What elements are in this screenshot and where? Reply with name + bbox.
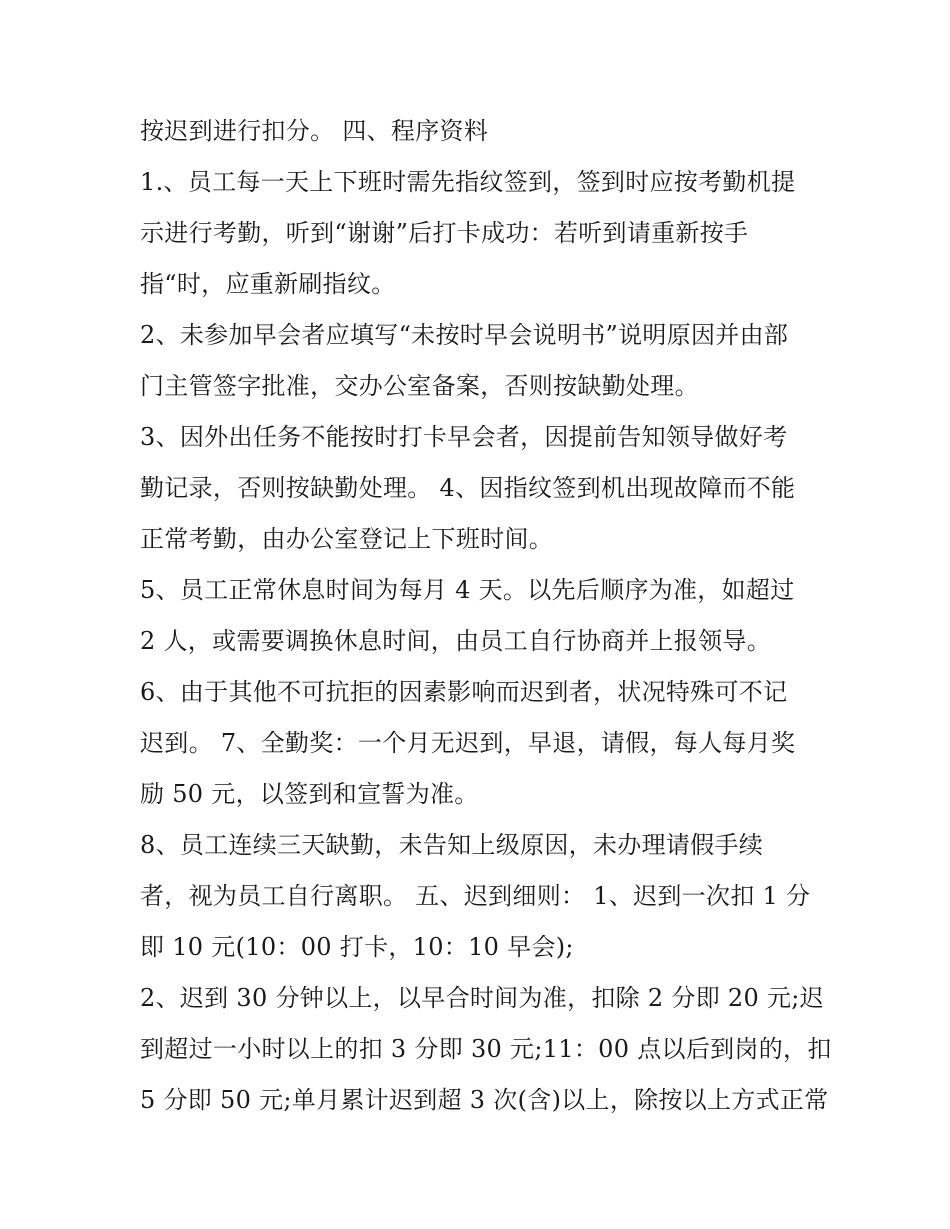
text-line: 8、员工连续三天缺勤，未告知上级原因，未办理请假手续 — [140, 831, 764, 859]
text-line: 5、员工正常休息时间为每月 4 天。以先后顺序为准，如超过 — [140, 576, 795, 604]
text-line: 2、迟到 30 分钟以上，以早合时间为准，扣除 2 分即 20 元;迟 — [140, 984, 824, 1012]
text-line: 门主管签字批准，交办公室备案，否则按缺勤处理。 — [140, 372, 699, 400]
text-line: 6、由于其他不可抗拒的因素影响而迟到者，状况特殊可不记 — [140, 678, 788, 706]
body-text — [140, 106, 830, 1126]
text-line: 示进行考勤，听到“谢谢”后打卡成功：若听到请重新按手 — [140, 219, 749, 247]
text-line: 正常考勤，由办公室登记上下班时间。 — [140, 525, 554, 553]
text-line: 按迟到进行扣分。 四、程序资料 — [140, 117, 489, 145]
text-line: 2、未参加早会者应填写“未按时早会说明书”说明原因并由部 — [140, 321, 789, 349]
text-line: 励 50 元，以签到和宣誓为准。 — [140, 780, 479, 808]
text-line: 勤记录，否则按缺勤处理。 4、因指纹签到机出现故障而不能 — [140, 474, 796, 502]
text-line: 迟到。 7、全勤奖：一个月无迟到，早退，请假，每人每月奖 — [140, 729, 796, 757]
text-line: 2 人，或需要调换休息时间，由员工自行协商并上报领导。 — [140, 627, 771, 655]
text-line: 5 分即 50 元;单月累计迟到超 3 次(含)以上，除按以上方式正常 — [140, 1086, 829, 1114]
text-line: 即 10 元(10：00 打卡，10：10 早会); — [140, 933, 574, 961]
text-line: 指“时，应重新刷指纹。 — [140, 270, 396, 298]
text-line: 1.、员工每一天上下班时需先指纹签到，签到时应按考勤机提 — [140, 168, 796, 196]
text-line: 到超过一小时以上的扣 3 分即 30 元;11：00 点以后到岗的，扣 — [140, 1035, 832, 1063]
text-line: 者，视为员工自行离职。 五、迟到细则： 1、迟到一次扣 1 分 — [140, 882, 811, 910]
text-line: 3、因外出任务不能按时打卡早会者，因提前告知领导做好考 — [140, 423, 788, 451]
